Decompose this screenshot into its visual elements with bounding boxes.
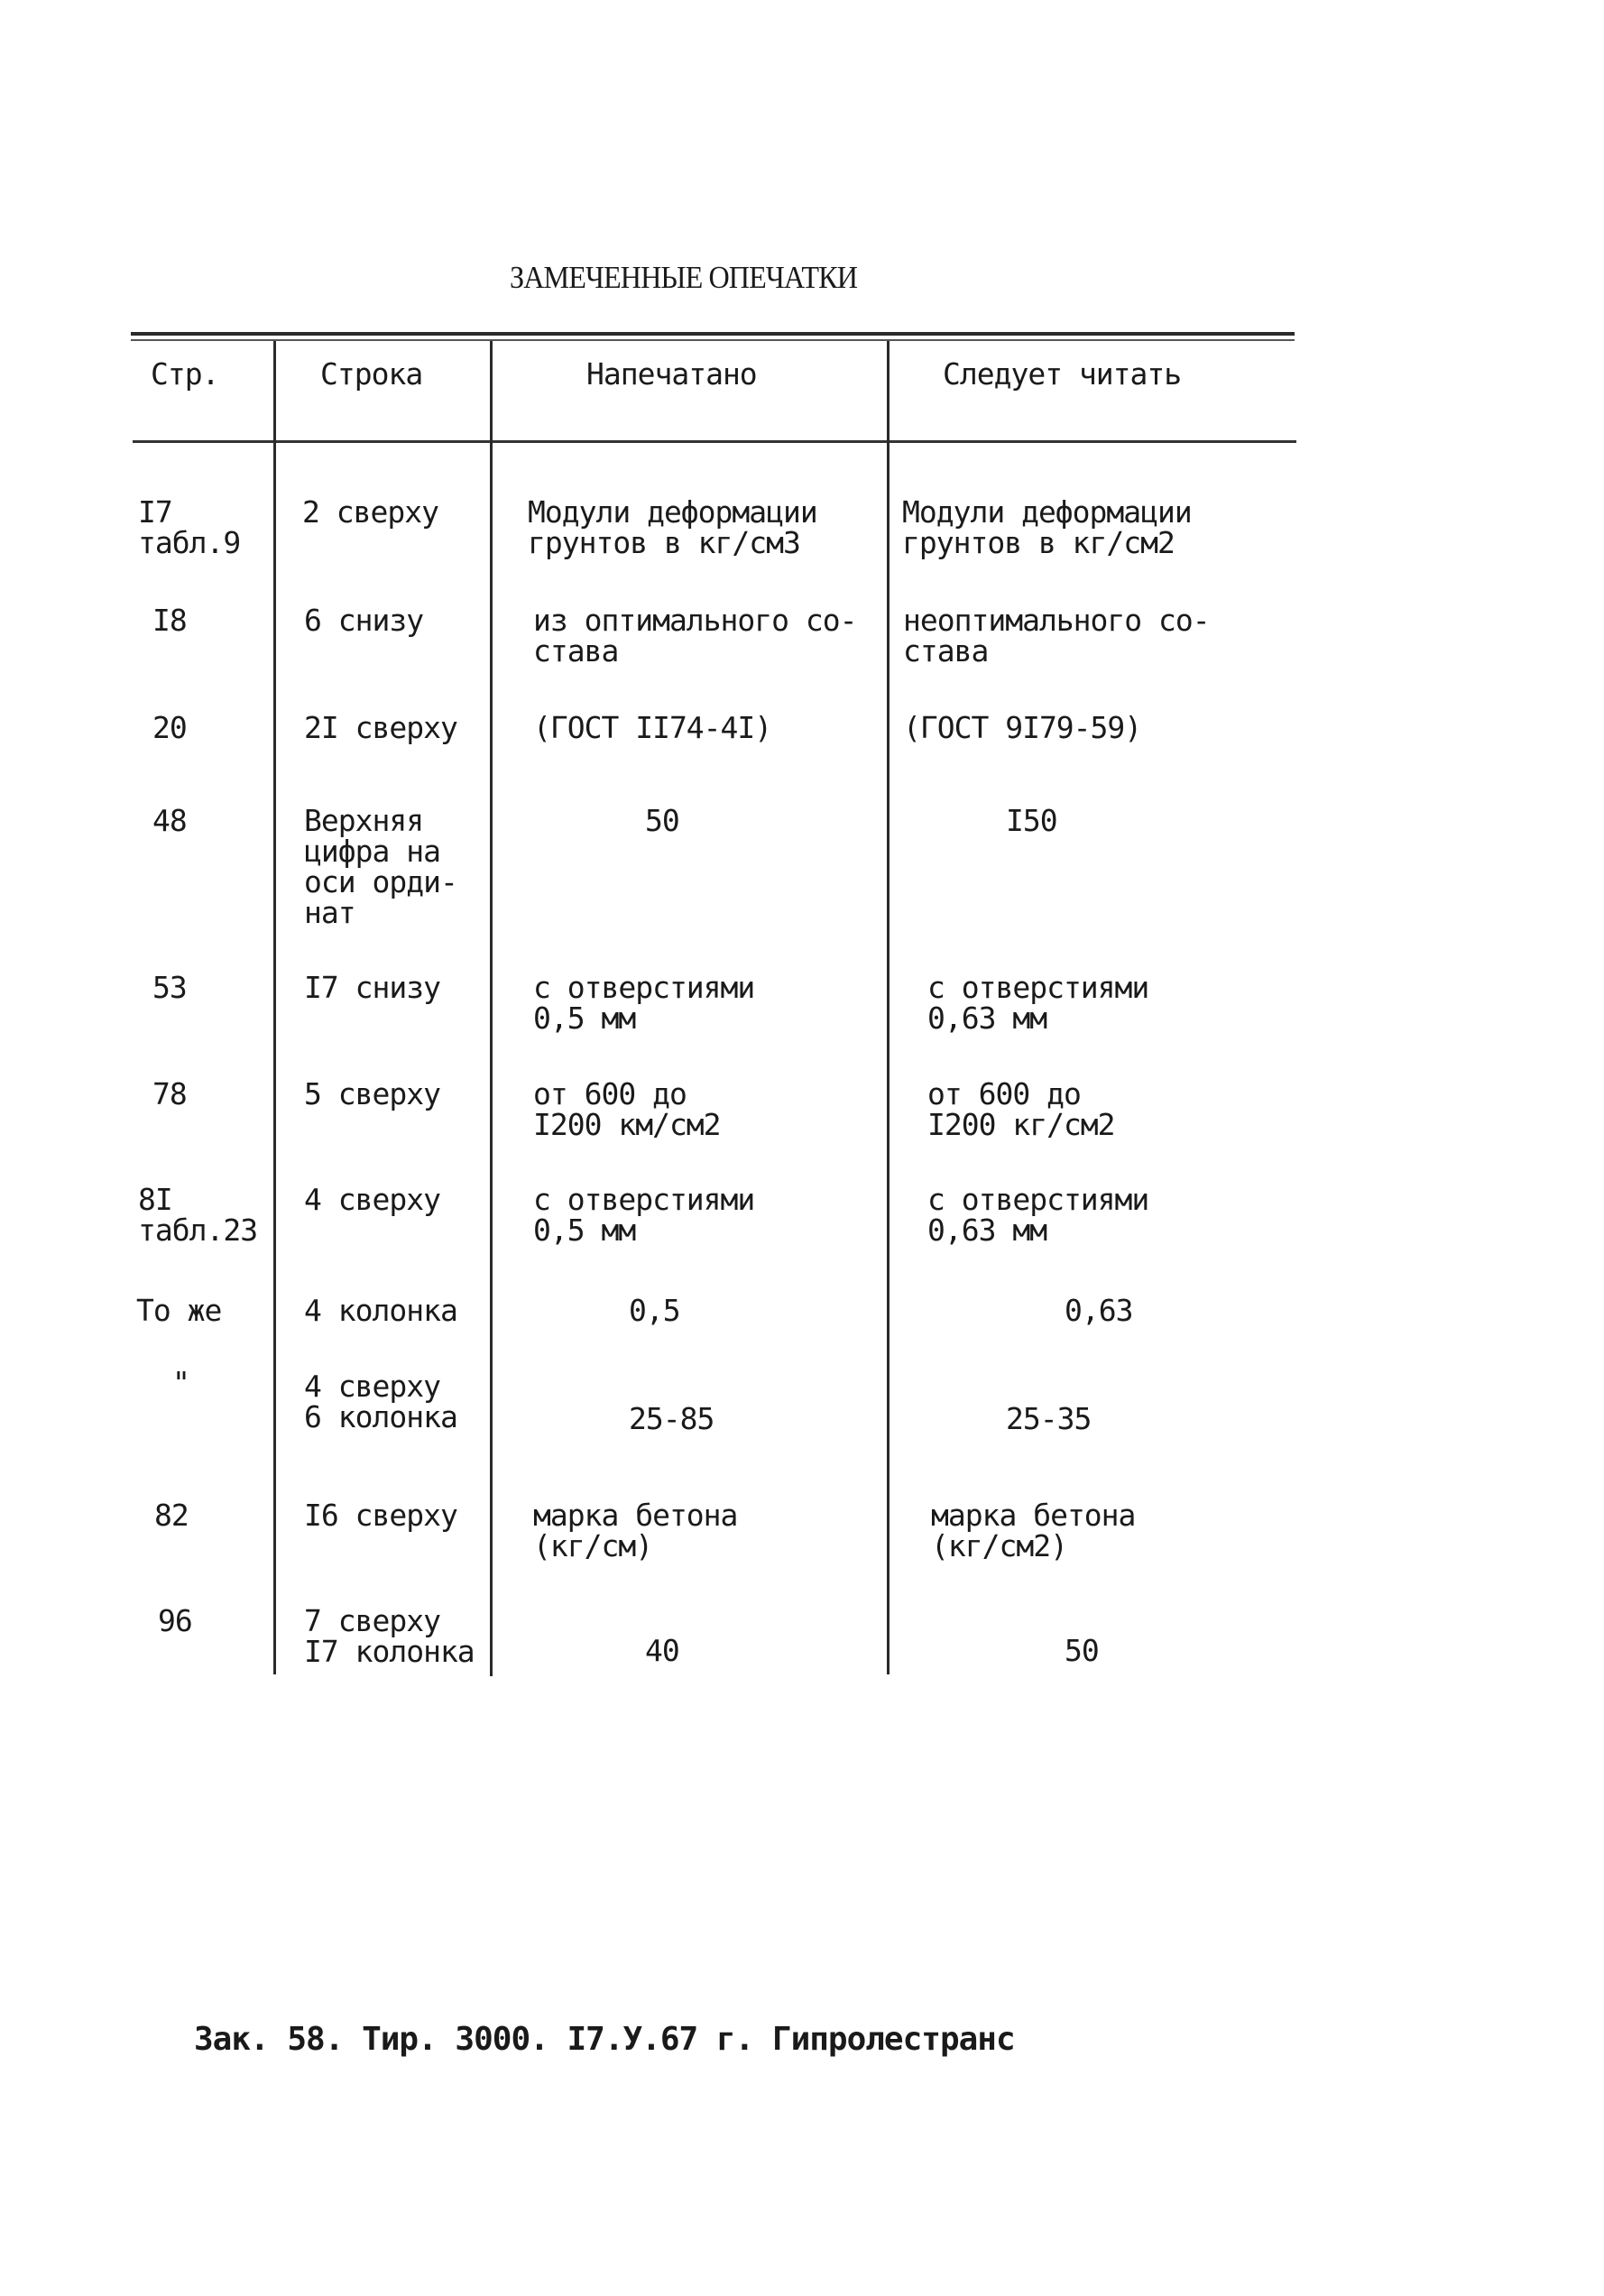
- row-10-printed: марка бетона (кг/см): [533, 1498, 738, 1563]
- row-2-page: I8: [152, 603, 187, 638]
- table-header-rule: [133, 440, 1296, 443]
- row-7-line: 4 сверху: [304, 1182, 440, 1217]
- row-9-correct: 25-35: [1006, 1401, 1092, 1436]
- row-11-page: 96: [158, 1603, 192, 1638]
- table-top-rule-2: [131, 339, 1295, 341]
- column-divider-1: [273, 341, 276, 1674]
- row-3-page: 20: [152, 710, 187, 745]
- row-6-correct: от 600 до I200 кг/см2: [927, 1076, 1115, 1142]
- row-9-printed: 25-85: [629, 1401, 714, 1436]
- row-3-line: 2I сверху: [304, 710, 457, 745]
- row-10-correct: марка бетона (кг/см2): [931, 1498, 1136, 1563]
- row-10-page: 82: [154, 1498, 189, 1533]
- row-2-correct: неоптимального со- става: [903, 603, 1210, 669]
- page-title: ЗАМЕЧЕННЫЕ ОПЕЧАТКИ: [510, 260, 858, 295]
- row-4-printed: 50: [645, 803, 679, 838]
- table-top-rule: [131, 332, 1295, 336]
- row-11-line: 7 сверху I7 колонка: [304, 1603, 475, 1669]
- header-printed: Напечатано: [586, 356, 757, 392]
- row-4-page: 48: [152, 803, 187, 838]
- header-page: Стр.: [151, 356, 219, 392]
- row-10-line: I6 сверху: [304, 1498, 457, 1533]
- row-8-correct: 0,63: [1065, 1293, 1133, 1328]
- column-divider-2: [490, 341, 493, 1676]
- column-divider-3: [887, 341, 890, 1674]
- row-6-page: 78: [152, 1076, 187, 1111]
- row-7-correct: с отверстиями 0,63 мм: [927, 1182, 1149, 1248]
- row-1-printed: Модули деформации грунтов в кг/см3: [528, 494, 817, 560]
- row-3-correct: (ГОСТ 9I79-59): [903, 710, 1142, 745]
- row-5-page: 53: [152, 970, 187, 1005]
- errata-table: [131, 332, 1296, 1685]
- row-9-page: ": [172, 1365, 189, 1400]
- row-6-printed: от 600 до I200 км/см2: [533, 1076, 721, 1142]
- footer-imprint: Зак. 58. Тир. 3000. I7.У.67 г. Гипролестранс: [194, 2021, 1015, 2058]
- row-9-line: 4 сверху 6 колонка: [304, 1369, 457, 1434]
- row-4-correct: I50: [1006, 803, 1057, 838]
- row-2-printed: из оптимального со- става: [533, 603, 857, 669]
- header-line: Строка: [320, 356, 423, 392]
- row-8-line: 4 колонка: [304, 1293, 457, 1328]
- row-2-line: 6 снизу: [304, 603, 424, 638]
- row-5-printed: с отверстиями 0,5 мм: [533, 970, 755, 1036]
- row-7-page: 8I табл.23: [138, 1182, 258, 1248]
- row-11-correct: 50: [1065, 1633, 1099, 1668]
- row-5-line: I7 снизу: [304, 970, 440, 1005]
- row-6-line: 5 сверху: [304, 1076, 440, 1111]
- row-4-line: Верхняя цифра на оси орди- нат: [304, 803, 457, 930]
- row-3-printed: (ГОСТ II74-4I): [533, 710, 772, 745]
- row-11-printed: 40: [645, 1633, 679, 1668]
- row-7-printed: с отверстиями 0,5 мм: [533, 1182, 755, 1248]
- row-8-page: То же: [136, 1293, 222, 1328]
- row-1-correct: Модули деформации грунтов в кг/см2: [902, 494, 1192, 560]
- row-8-printed: 0,5: [629, 1293, 680, 1328]
- row-5-correct: с отверстиями 0,63 мм: [927, 970, 1149, 1036]
- row-1-line: 2 сверху: [302, 494, 438, 530]
- header-correct: Следует читать: [943, 356, 1182, 392]
- row-1-page: I7 табл.9: [138, 494, 241, 560]
